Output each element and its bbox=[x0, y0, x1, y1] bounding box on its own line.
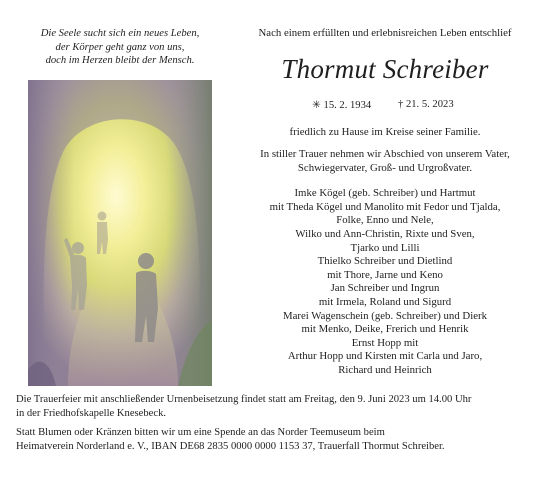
motto-poem bbox=[16, 27, 224, 68]
family-line: mit Irmela, Roland und Sigurd bbox=[318, 295, 452, 308]
family-list bbox=[232, 187, 538, 377]
peaceful-text: friedlich zu Hause im Kreise seiner Familie. bbox=[289, 126, 481, 138]
intro-text: Nach einem erfüllten und erlebnisreichen Leben entschlief bbox=[258, 27, 512, 39]
notice-footer bbox=[16, 393, 538, 453]
motto-line: Die Seele sucht sich ein neues Leben, bbox=[40, 28, 200, 39]
donation-info bbox=[16, 426, 538, 453]
family-line: mit Theda Kögel und Manolito mit Fedor und Tjalda, bbox=[269, 200, 501, 213]
family-line: Arthur Hopp und Kirsten mit Carla und Jaro, bbox=[287, 350, 483, 363]
notice-main bbox=[232, 26, 538, 378]
family-line: Folke, Enno und Nele, bbox=[336, 214, 434, 227]
family-line: Tjarko und Lilli bbox=[350, 241, 420, 254]
motto-line: der Körper geht ganz von uns, bbox=[55, 41, 185, 53]
funeral-info bbox=[16, 393, 538, 420]
donation-line: Statt Blumen oder Kränzen bitten wir um eine Spende an das Norder Teemuseum beim bbox=[16, 427, 385, 439]
mourning-line: In stiller Trauer nehmen wir Abschied von unserem Vater, bbox=[260, 148, 510, 160]
birth-date: ✳ 15. 2. 1934 bbox=[312, 100, 372, 111]
family-line: Jan Schreiber und Ingrun bbox=[330, 282, 440, 295]
donation-line: Heimatverein Norderland e. V., IBAN DE68 2835 0000 0000 1153 37, Trauerfall Thormut Schreiber. bbox=[16, 440, 445, 452]
family-line: Wilko und Ann-Christin, Rixte und Sven, bbox=[295, 227, 475, 240]
motto-line: doch im Herzen bleibt der Mensch. bbox=[45, 55, 195, 67]
family-line: Marei Wagenschein (geb. Schreiber) und Dierk bbox=[283, 309, 487, 322]
mourning-line: Schwiegervater, Groß- und Urgroßvater. bbox=[297, 161, 473, 174]
life-dates bbox=[232, 99, 538, 115]
funeral-line: in der Friedhofskapelle Knesebeck. bbox=[16, 407, 167, 419]
death-date: † 21. 5. 2023 bbox=[398, 99, 454, 110]
watercolor-painting bbox=[28, 80, 212, 386]
family-line: Thielko Schreiber und Dietlind bbox=[317, 255, 453, 268]
painting-figures-in-light-tunnel bbox=[28, 80, 212, 386]
family-line: mit Menko, Deike, Frerich und Henrik bbox=[301, 323, 469, 336]
family-line: Ernst Hopp mit bbox=[351, 336, 419, 349]
family-line: Imke Kögel (geb. Schreiber) und Hartmut bbox=[294, 187, 476, 200]
family-line: Richard und Heinrich bbox=[338, 363, 432, 376]
deceased-name: Thormut Schreiber bbox=[281, 54, 489, 84]
mourning-text bbox=[232, 148, 538, 175]
funeral-line: Die Trauerfeier mit anschließender Urnenbeisetzung findet statt am Freitag, den 9. Juni 2023 um 14.00 Uhr bbox=[16, 394, 472, 405]
family-line: mit Thore, Jarne und Keno bbox=[327, 268, 443, 281]
